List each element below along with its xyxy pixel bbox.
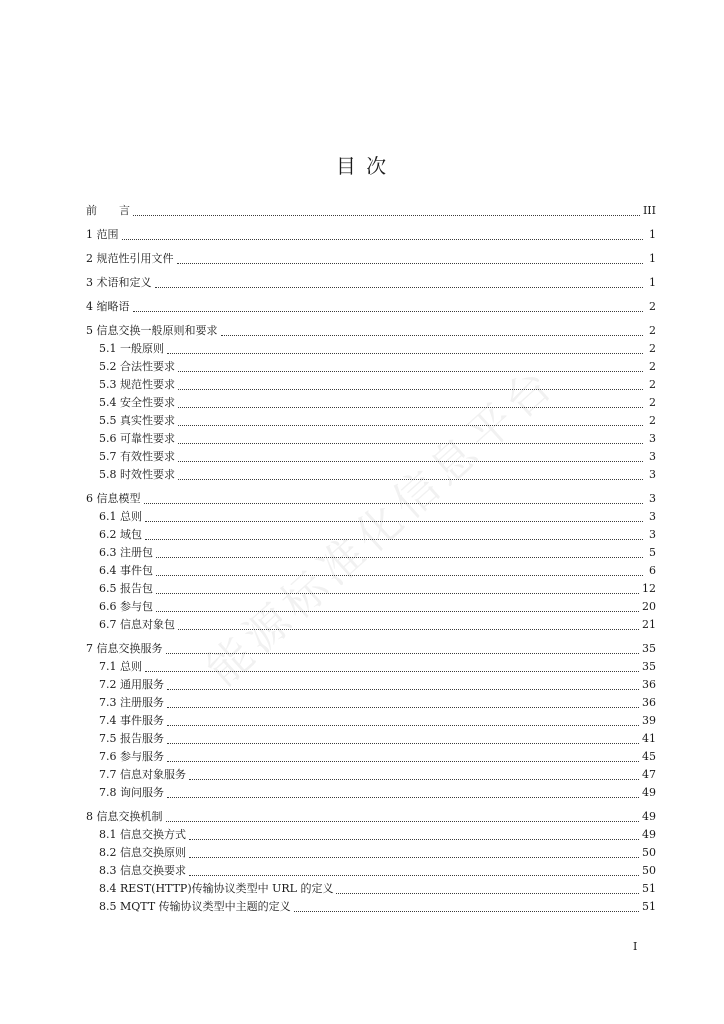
toc-entry[interactable] [99,544,656,560]
toc-entry-page: 51 [642,900,656,913]
toc-dot-leader [178,442,643,444]
toc-entry-page: 2 [649,378,656,391]
toc-entry-page: 1 [649,276,656,289]
toc-entry-label: 2 规范性引用文件 [86,252,174,265]
toc-entry-page: 2 [649,300,656,313]
toc-dot-leader [167,688,639,690]
page-title: 目 次 [335,154,389,178]
toc-dot-leader [156,592,639,594]
toc-entry[interactable] [99,658,656,674]
toc-entry[interactable] [86,250,656,266]
toc-entry-page: 50 [642,846,656,859]
toc-entry-label: 8.1 信息交换方式 [99,828,186,841]
toc-entry-page: 2 [649,324,656,337]
toc-entry[interactable] [99,412,656,428]
toc-entry-page: 5 [649,546,656,559]
toc-entry-label: 6.5 报告包 [99,582,153,595]
toc-entry-page: 36 [642,678,656,691]
toc-entry[interactable] [99,844,656,860]
toc-entry-label: 5.4 安全性要求 [99,396,175,409]
toc-entry-page: 49 [642,828,656,841]
toc-entry-page: III [642,204,656,217]
toc-entry[interactable] [99,766,656,782]
toc-dot-leader [178,406,643,408]
toc-dot-leader [178,478,643,480]
toc-entry[interactable] [86,808,656,824]
toc-entry-page: 41 [642,732,656,745]
toc-entry[interactable] [86,226,656,242]
toc-entry-page: 12 [642,582,656,595]
toc-entry[interactable] [99,694,656,710]
toc-entry-label: 4 缩略语 [86,300,130,313]
toc-entry-label: 5.6 可靠性要求 [99,432,175,445]
toc-entry-label: 1 范围 [86,228,119,241]
toc-entry[interactable] [99,898,656,914]
toc-entry-label: 6.7 信息对象包 [99,618,175,631]
toc-entry-label: 6.6 参与包 [99,600,153,613]
toc-dot-leader [178,460,643,462]
toc-entry[interactable] [86,640,656,656]
toc-entry-page: 2 [649,414,656,427]
toc-entry[interactable] [99,730,656,746]
toc-dot-leader [166,652,640,654]
toc-entry-page: 39 [642,714,656,727]
toc-entry-label: 8.2 信息交换原则 [99,846,186,859]
toc-entry-label: 5 信息交换一般原则和要求 [86,324,218,337]
toc-entry-page: 3 [649,492,656,505]
toc-entry[interactable] [86,322,656,338]
toc-entry[interactable] [99,712,656,728]
toc-entry-page: 2 [649,342,656,355]
toc-dot-leader [144,502,644,504]
toc-entry-label: 7.6 参与服务 [99,750,164,763]
toc-entry-label: 5.2 合法性要求 [99,360,175,373]
toc-entry[interactable] [99,748,656,764]
toc-entry[interactable] [99,340,656,356]
toc-entry-page: 47 [642,768,656,781]
toc-entry-label: 6 信息模型 [86,492,141,505]
toc-dot-leader [189,838,639,840]
toc-dot-leader [133,310,644,312]
toc-entry-label: 6.1 总则 [99,510,142,523]
toc-dot-leader [178,370,643,372]
toc-entry-label: 5.8 时效性要求 [99,468,175,481]
toc-entry-page: 3 [649,510,656,523]
toc-entry[interactable] [86,298,656,314]
toc-entry-label: 7.4 事件服务 [99,714,164,727]
toc-dot-leader [221,334,644,336]
toc-entry[interactable] [99,508,656,524]
toc-entry-page: 20 [642,600,656,613]
toc-entry-label: 前 言 [86,204,130,217]
toc-entry-page: 35 [642,642,656,655]
toc-entry-label: 6.2 域包 [99,528,142,541]
toc-entry[interactable] [99,562,656,578]
toc-entry-page: 1 [649,252,656,265]
toc-entry-page: 49 [642,786,656,799]
toc-entry[interactable] [99,676,656,692]
toc-entry-page: 45 [642,750,656,763]
toc-entry[interactable] [99,448,656,464]
page-number: I [633,940,638,953]
toc-entry-page: 49 [642,810,656,823]
toc-entry-label: 6.4 事件包 [99,564,153,577]
toc-dot-leader [178,628,639,630]
toc-dot-leader [189,874,639,876]
toc-dot-leader [156,556,643,558]
toc-entry-page: 36 [642,696,656,709]
toc-dot-leader [145,520,643,522]
toc-dot-leader [166,820,640,822]
toc-entry-page: 51 [642,882,656,895]
toc-entry-page: 6 [649,564,656,577]
toc-entry-label: 7.2 通用服务 [99,678,164,691]
toc-entry-label: 7.8 询问服务 [99,786,164,799]
toc-entry-page: 1 [649,228,656,241]
toc-dot-leader [336,892,639,894]
toc-entry[interactable] [86,202,656,218]
toc-entry-label: 7.1 总则 [99,660,142,673]
toc-entry-page: 3 [649,450,656,463]
toc-entry-page: 2 [649,360,656,373]
toc-entry-label: 7.5 报告服务 [99,732,164,745]
toc-entry-page: 2 [649,396,656,409]
toc-entry-label: 7.7 信息对象服务 [99,768,186,781]
toc-dot-leader [178,424,643,426]
toc-entry-label: 5.1 一般原则 [99,342,164,355]
toc-entry[interactable] [99,358,656,374]
toc-entry-label: 7.3 注册服务 [99,696,164,709]
toc-dot-leader [167,760,639,762]
toc-entry[interactable] [99,826,656,842]
toc-dot-leader [156,610,639,612]
toc-entry[interactable] [99,862,656,878]
toc-entry-label: 3 术语和定义 [86,276,152,289]
toc-dot-leader [133,214,640,216]
toc-entry-page: 35 [642,660,656,673]
toc-dot-leader [167,706,639,708]
toc-entry-page: 21 [642,618,656,631]
toc-entry[interactable] [99,526,656,542]
toc-entry-label: 8 信息交换机制 [86,810,163,823]
toc-entry[interactable] [99,466,656,482]
toc-entry-label: 8.3 信息交换要求 [99,864,186,877]
toc-dot-leader [156,574,643,576]
toc-entry[interactable] [86,274,656,290]
toc-entry-label: 8.4 REST(HTTP)传输协议类型中 URL 的定义 [99,882,334,895]
toc-entry[interactable] [86,490,656,506]
toc-entry[interactable] [99,784,656,800]
toc-dot-leader [167,352,643,354]
toc-entry[interactable] [99,580,656,596]
toc-entry-label: 7 信息交换服务 [86,642,163,655]
watermark: 能源标准化信息平台 [197,357,566,697]
toc-entry[interactable] [99,880,656,896]
toc-dot-leader [294,910,639,912]
toc-entry[interactable] [99,598,656,614]
toc-dot-leader [167,796,639,798]
toc-entry[interactable] [99,394,656,410]
toc-entry-label: 6.3 注册包 [99,546,153,559]
toc-entry-label: 5.7 有效性要求 [99,450,175,463]
toc-dot-leader [189,778,639,780]
toc-entry[interactable] [99,430,656,446]
toc-entry-label: 8.5 MQTT 传输协议类型中主题的定义 [99,900,291,913]
toc-dot-leader [177,262,644,264]
toc-entry-label: 5.3 规范性要求 [99,378,175,391]
toc-dot-leader [145,538,643,540]
toc-entry-page: 3 [649,528,656,541]
toc-entry-page: 3 [649,432,656,445]
toc-entry-page: 50 [642,864,656,877]
toc-dot-leader [167,724,639,726]
toc-dot-leader [189,856,639,858]
toc-dot-leader [145,670,639,672]
toc-dot-leader [122,238,644,240]
toc-entry[interactable] [99,376,656,392]
toc-entry-page: 3 [649,468,656,481]
toc-dot-leader [155,286,644,288]
toc-dot-leader [178,388,643,390]
toc-entry-label: 5.5 真实性要求 [99,414,175,427]
toc-dot-leader [167,742,639,744]
toc-entry[interactable] [99,616,656,632]
